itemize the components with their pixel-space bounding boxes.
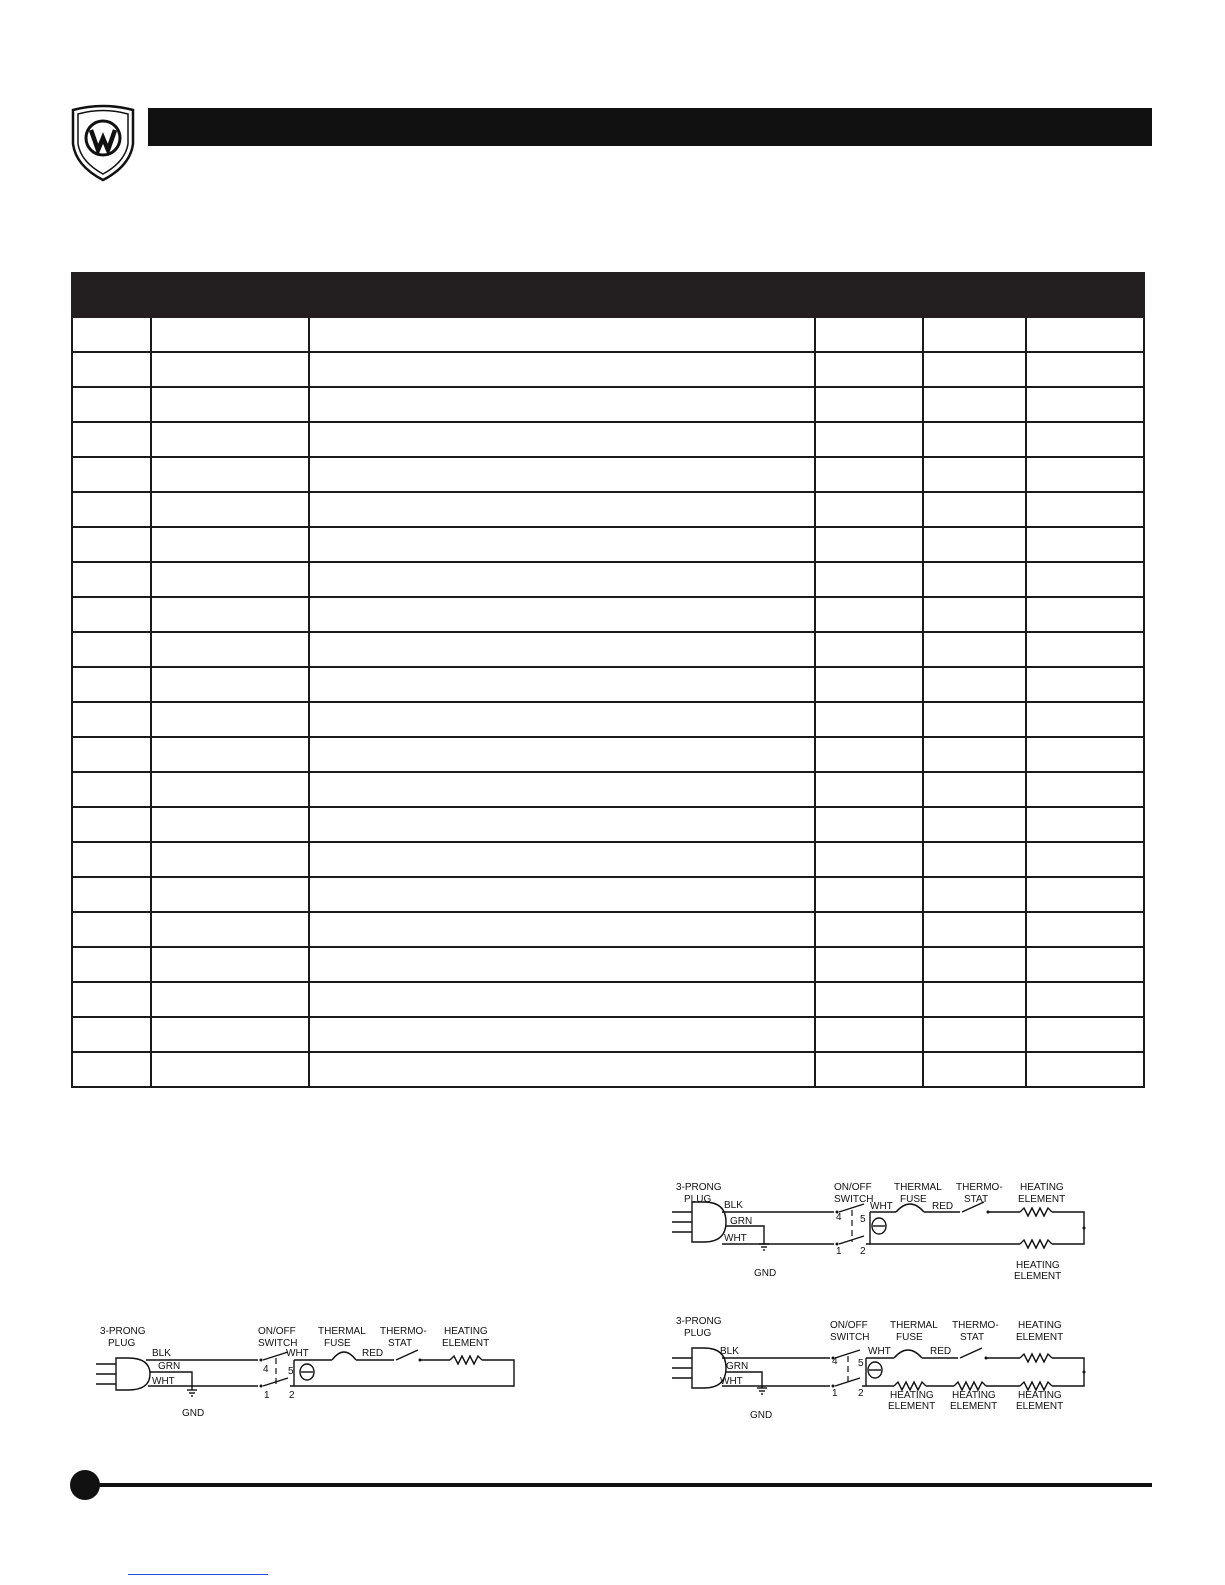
table-cell [72, 492, 151, 527]
table-cell [72, 632, 151, 667]
table-cell [72, 317, 151, 352]
table-cell [72, 597, 151, 632]
table-cell [923, 772, 1026, 807]
thermostat-label: STAT [960, 1332, 985, 1343]
table-cell [309, 457, 815, 492]
switch-label: ON/OFF [830, 1320, 868, 1331]
table-cell [72, 387, 151, 422]
table-row [72, 702, 1144, 737]
table-cell [72, 772, 151, 807]
fuse-label: FUSE [900, 1194, 927, 1205]
table-cell [72, 527, 151, 562]
table-cell [1026, 352, 1144, 387]
table-cell [923, 597, 1026, 632]
table-cell [923, 912, 1026, 947]
table-cell [72, 912, 151, 947]
table-cell [815, 702, 923, 737]
plug-label: 3-PRONG [100, 1326, 146, 1337]
table-cell [1026, 1017, 1144, 1052]
table-cell [72, 562, 151, 597]
element-label: HEATING [1018, 1390, 1062, 1401]
table-cell [151, 527, 309, 562]
plug-label: PLUG [108, 1338, 136, 1349]
table-cell [1026, 842, 1144, 877]
table-cell [923, 457, 1026, 492]
table-cell [309, 737, 815, 772]
table-cell [923, 842, 1026, 877]
fuse-label: THERMAL [890, 1320, 938, 1331]
switch-label: SWITCH [830, 1332, 870, 1343]
table-cell [309, 387, 815, 422]
table-cell [923, 527, 1026, 562]
fuse-label: FUSE [324, 1338, 351, 1349]
plug-label: 3-PRONG [676, 1182, 722, 1193]
ground-label: GND [182, 1408, 205, 1419]
table-cell [309, 842, 815, 877]
table-cell [309, 807, 815, 842]
table-cell [923, 562, 1026, 597]
wire-label-grn: GRN [158, 1361, 181, 1372]
table-cell [309, 912, 815, 947]
table-row [72, 352, 1144, 387]
table-cell [151, 492, 309, 527]
heating-element-icon [894, 1382, 926, 1390]
wire-label-grn: GRN [726, 1361, 749, 1372]
table-cell [1026, 947, 1144, 982]
table-cell [1026, 772, 1144, 807]
table-cell [72, 702, 151, 737]
table-cell [72, 457, 151, 492]
table-cell [1026, 737, 1144, 772]
table-cell [815, 562, 923, 597]
wire-label-blk: BLK [152, 1348, 171, 1359]
header-bar [148, 108, 1152, 146]
table-cell [151, 422, 309, 457]
table-cell [815, 877, 923, 912]
table-cell [923, 807, 1026, 842]
table-cell [923, 702, 1026, 737]
table-cell [815, 632, 923, 667]
pin-label: 5 [858, 1358, 864, 1369]
table-cell [309, 317, 815, 352]
table-cell [815, 772, 923, 807]
table-cell [72, 807, 151, 842]
table-cell [815, 842, 923, 877]
plug-icon [672, 1202, 726, 1242]
table-row [72, 877, 1144, 912]
table-row [72, 317, 1144, 352]
pin-label: 1 [832, 1388, 838, 1399]
element-label: ELEMENT [1018, 1194, 1066, 1205]
fuse-label: THERMAL [318, 1326, 366, 1337]
table-header [72, 273, 1144, 317]
pin-label: 2 [858, 1388, 864, 1399]
element-label: HEATING [1020, 1182, 1064, 1193]
table-row [72, 632, 1144, 667]
table-row [72, 562, 1144, 597]
table-cell [309, 1017, 815, 1052]
table-cell [1026, 667, 1144, 702]
table-cell [815, 912, 923, 947]
table-cell [309, 772, 815, 807]
table-cell [309, 667, 815, 702]
plug-label: PLUG [684, 1194, 712, 1205]
table-cell [151, 982, 309, 1017]
element-label: ELEMENT [442, 1338, 490, 1349]
table-cell [815, 1017, 923, 1052]
table-cell [815, 457, 923, 492]
table-cell [923, 737, 1026, 772]
heating-element-icon [954, 1382, 986, 1390]
table-cell [151, 1017, 309, 1052]
wire-label-blk: BLK [724, 1200, 743, 1211]
table-cell [1026, 597, 1144, 632]
heating-element-icon [1020, 1354, 1052, 1362]
table-cell [815, 737, 923, 772]
wire-label-wht: WHT [720, 1376, 743, 1387]
table-row [72, 457, 1144, 492]
table-cell [815, 947, 923, 982]
thermostat-label: STAT [964, 1194, 989, 1205]
table-cell [1026, 562, 1144, 597]
table-cell [72, 422, 151, 457]
table-cell [309, 702, 815, 737]
pin-label: 2 [860, 1246, 866, 1257]
table-cell [815, 597, 923, 632]
table-row [72, 982, 1144, 1017]
ground-icon [757, 1388, 767, 1394]
table-cell [151, 667, 309, 702]
wire-label-wht: WHT [868, 1346, 891, 1357]
switch-label: ON/OFF [258, 1326, 296, 1337]
table-cell [815, 667, 923, 702]
wire-label-red: RED [362, 1348, 384, 1359]
element-label: HEATING [1016, 1260, 1060, 1271]
table-row [72, 947, 1144, 982]
element-label: HEATING [1018, 1320, 1062, 1331]
table-cell [1026, 1052, 1144, 1087]
pin-label: 4 [836, 1212, 842, 1223]
switch-label: SWITCH [258, 1338, 298, 1349]
table-cell [1026, 807, 1144, 842]
table-cell [151, 457, 309, 492]
table-cell [923, 422, 1026, 457]
table-cell [309, 422, 815, 457]
table-row [72, 772, 1144, 807]
table-cell [72, 352, 151, 387]
table-cell [309, 632, 815, 667]
table-cell [151, 702, 309, 737]
table-cell [72, 982, 151, 1017]
element-label: ELEMENT [1014, 1271, 1062, 1282]
table-cell [815, 422, 923, 457]
table-cell [923, 1052, 1026, 1087]
wire-label-wht: WHT [870, 1201, 893, 1212]
table-cell [309, 1052, 815, 1087]
ground-label: GND [754, 1268, 777, 1279]
pin-label: 2 [289, 1390, 295, 1401]
table-cell [309, 597, 815, 632]
heating-element-icon [450, 1356, 482, 1364]
ground-icon [187, 1390, 197, 1396]
wire-label-wht: WHT [152, 1376, 175, 1387]
table-cell [923, 947, 1026, 982]
footer-link-underline[interactable] [128, 1574, 268, 1575]
fuse-label: FUSE [896, 1332, 923, 1343]
heating-element-icon [1020, 1382, 1052, 1390]
wire-label-grn: GRN [730, 1216, 753, 1227]
table-cell [1026, 317, 1144, 352]
pin-label: 5 [860, 1214, 866, 1225]
table-cell [151, 842, 309, 877]
thermal-fuse-icon [896, 1204, 924, 1212]
table-cell [72, 947, 151, 982]
plug-icon [672, 1348, 726, 1388]
table-cell [151, 352, 309, 387]
table-cell [151, 387, 309, 422]
table-cell [72, 877, 151, 912]
wiring-diagram-four-elements [664, 1312, 1104, 1422]
wire-label-wht: WHT [286, 1348, 309, 1359]
table-cell [151, 632, 309, 667]
thermostat-label: THERMO- [380, 1326, 427, 1337]
wiring-diagram-two-elements [664, 1178, 1104, 1298]
wire-label-red: RED [932, 1201, 954, 1212]
table-cell [151, 317, 309, 352]
table-cell [151, 772, 309, 807]
table-cell [151, 737, 309, 772]
table-cell [1026, 527, 1144, 562]
table-cell [815, 1052, 923, 1087]
wire-label-blk: BLK [720, 1346, 739, 1357]
table-cell [815, 807, 923, 842]
plug-icon [96, 1358, 150, 1390]
wiring-diagram-single-element [88, 1322, 528, 1427]
element-label: HEATING [890, 1390, 934, 1401]
table-cell [151, 562, 309, 597]
table-cell [815, 352, 923, 387]
table-cell [309, 982, 815, 1017]
table-cell [1026, 422, 1144, 457]
switch-label: ON/OFF [834, 1182, 872, 1193]
table-cell [309, 877, 815, 912]
table-row [72, 422, 1144, 457]
ground-label: GND [750, 1410, 773, 1421]
heating-element-icon [1020, 1208, 1052, 1216]
table-cell [923, 317, 1026, 352]
table-cell [151, 1052, 309, 1087]
wire-label-red: RED [930, 1346, 952, 1357]
table-cell [72, 1052, 151, 1087]
table-row [72, 1017, 1144, 1052]
table-row [72, 737, 1144, 772]
table-cell [151, 597, 309, 632]
plug-label: PLUG [684, 1328, 712, 1339]
table-cell [72, 737, 151, 772]
ground-icon [759, 1244, 769, 1250]
table-cell [923, 387, 1026, 422]
table-cell [72, 1017, 151, 1052]
table-cell [1026, 982, 1144, 1017]
table-cell [1026, 387, 1144, 422]
table-cell [815, 982, 923, 1017]
thermostat-label: STAT [388, 1338, 413, 1349]
table-cell [1026, 912, 1144, 947]
element-label: ELEMENT [1016, 1332, 1064, 1343]
switch-label: SWITCH [834, 1194, 874, 1205]
table-cell [1026, 457, 1144, 492]
table-cell [923, 632, 1026, 667]
element-label: HEATING [444, 1326, 488, 1337]
table-cell [815, 527, 923, 562]
table-row [72, 527, 1144, 562]
table-row [72, 807, 1144, 842]
plug-label: 3-PRONG [676, 1316, 722, 1327]
thermostat-label: THERMO- [956, 1182, 1003, 1193]
thermostat-label: THERMO- [952, 1320, 999, 1331]
table-cell [72, 667, 151, 702]
fuse-label: THERMAL [894, 1182, 942, 1193]
element-label: ELEMENT [1016, 1401, 1064, 1412]
table-cell [1026, 877, 1144, 912]
table-cell [923, 352, 1026, 387]
table-cell [309, 527, 815, 562]
table-cell [923, 1017, 1026, 1052]
table-cell [815, 317, 923, 352]
thermal-fuse-icon [894, 1350, 922, 1358]
element-label: ELEMENT [950, 1401, 998, 1412]
table-cell [1026, 702, 1144, 737]
pin-label: 4 [832, 1356, 838, 1367]
element-label: HEATING [952, 1390, 996, 1401]
table-row [72, 597, 1144, 632]
table-cell [72, 842, 151, 877]
wire-label-wht: WHT [724, 1233, 747, 1244]
table-header-row [72, 273, 1144, 317]
table-row [72, 1052, 1144, 1087]
thermal-fuse-icon [332, 1352, 356, 1360]
table-row [72, 912, 1144, 947]
table-cell [923, 877, 1026, 912]
table-cell [309, 492, 815, 527]
parts-table [71, 272, 1145, 1088]
table-row [72, 387, 1144, 422]
table-cell [309, 352, 815, 387]
pin-label: 5 [288, 1366, 294, 1377]
table-row [72, 492, 1144, 527]
table-cell [151, 947, 309, 982]
element-label: ELEMENT [888, 1401, 936, 1412]
thermostat-icon [396, 1350, 418, 1360]
table-cell [815, 492, 923, 527]
pin-label: 1 [836, 1246, 842, 1257]
pin-label: 4 [263, 1364, 269, 1375]
table-cell [923, 667, 1026, 702]
thermostat-icon [960, 1348, 982, 1358]
table-cell [309, 947, 815, 982]
table-cell [923, 982, 1026, 1017]
table-cell [309, 562, 815, 597]
table-cell [151, 912, 309, 947]
table-cell [151, 807, 309, 842]
table-row [72, 842, 1144, 877]
brand-logo [70, 104, 136, 182]
footer-rule [90, 1483, 1152, 1487]
table-cell [815, 387, 923, 422]
pin-label: 1 [264, 1390, 270, 1401]
table-cell [1026, 492, 1144, 527]
table-cell [923, 492, 1026, 527]
table-row [72, 667, 1144, 702]
table-cell [151, 877, 309, 912]
table-cell [1026, 632, 1144, 667]
heating-element-icon [1020, 1240, 1052, 1248]
